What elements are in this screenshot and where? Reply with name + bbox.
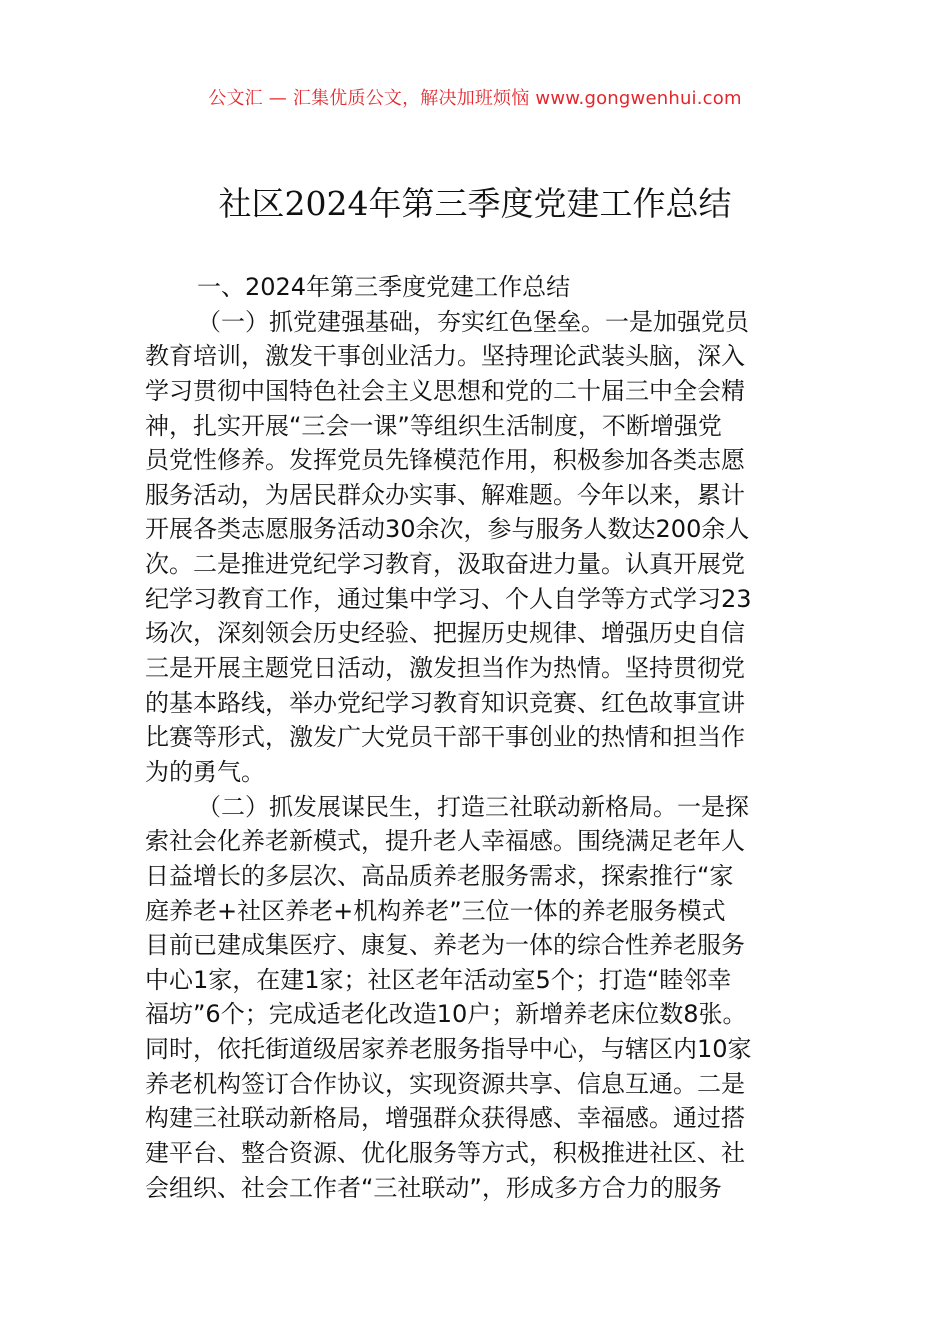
text-line: 中心1家，在建1家；社区老年活动室5个；打造“睦邻幸: [145, 965, 732, 994]
text-line: 员党性修养。发挥党员先锋模范作用，积极参加各类志愿: [145, 446, 745, 475]
text-line: 比赛等形式，激发广大党员干部干事创业的热情和担当作: [145, 723, 745, 752]
text-line: 会组织、社会工作者“三社联动”，形成多方合力的服务: [145, 1173, 722, 1202]
section-heading: 一、2024年第三季度党建工作总结: [197, 273, 571, 301]
text-line: 的基本路线，举办党纪学习教育知识竞赛、红色故事宣讲: [145, 688, 745, 717]
text-line: （一）抓党建强基础，夯实红色堡垒。一是加强党员: [197, 307, 749, 336]
text-line: 养老机构签订合作协议，实现资源共享、信息互通。二是: [145, 1069, 745, 1098]
text-line: 场次，深刻领会历史经验、把握历史规律、增强历史自信: [145, 619, 745, 648]
text-line: （二）抓发展谋民生，打造三社联动新格局。一是探: [197, 792, 749, 821]
text-line: 索社会化养老新模式，提升老人幸福感。围绕满足老年人: [145, 827, 745, 856]
text-line: 同时，依托街道级居家养老服务指导中心，与辖区内10家: [145, 1035, 752, 1064]
text-line: 开展各类志愿服务活动30余次，参与服务人数达200余人: [145, 515, 750, 544]
text-line: 三是开展主题党日活动，激发担当作为热情。坚持贯彻党: [145, 654, 745, 683]
text-line: 神，扎实开展“三会一课”等组织生活制度，不断增强党: [145, 411, 722, 440]
text-line: 构建三社联动新格局，增强群众获得感、幸福感。通过搭: [145, 1104, 745, 1133]
text-line: 为的勇气。: [145, 757, 265, 786]
text-line: 福坊”6个；完成适老化改造10户；新增养老床位数8张。: [145, 1000, 747, 1029]
document-body: [145, 270, 825, 1205]
document-title: 社区2024年第三季度党建工作总结: [218, 184, 732, 223]
text-line: 目前已建成集医疗、康复、养老为一体的综合性养老服务: [145, 931, 745, 960]
text-line: 教育培训，激发干事创业活力。坚持理论武装头脑，深入: [145, 342, 745, 371]
text-line: 服务活动，为居民群众办实事、解难题。今年以来，累计: [145, 480, 745, 509]
text-line: 次。二是推进党纪学习教育，汲取奋进力量。认真开展党: [145, 550, 745, 579]
watermark-header: 公文汇 — 汇集优质公文，解决加班烦恼 www.gongwenhui.com: [208, 88, 742, 109]
text-line: 庭养老+社区养老+机构养老”三位一体的养老服务模式: [145, 896, 726, 925]
text-line: 日益增长的多层次、高品质养老服务需求，探索推行“家: [145, 861, 734, 890]
text-line: 建平台、整合资源、优化服务等方式，积极推进社区、社: [145, 1139, 745, 1168]
text-line: 学习贯彻中国特色社会主义思想和党的二十届三中全会精: [145, 376, 745, 405]
text-line: 纪学习教育工作，通过集中学习、个人自学等方式学习23: [145, 584, 752, 613]
